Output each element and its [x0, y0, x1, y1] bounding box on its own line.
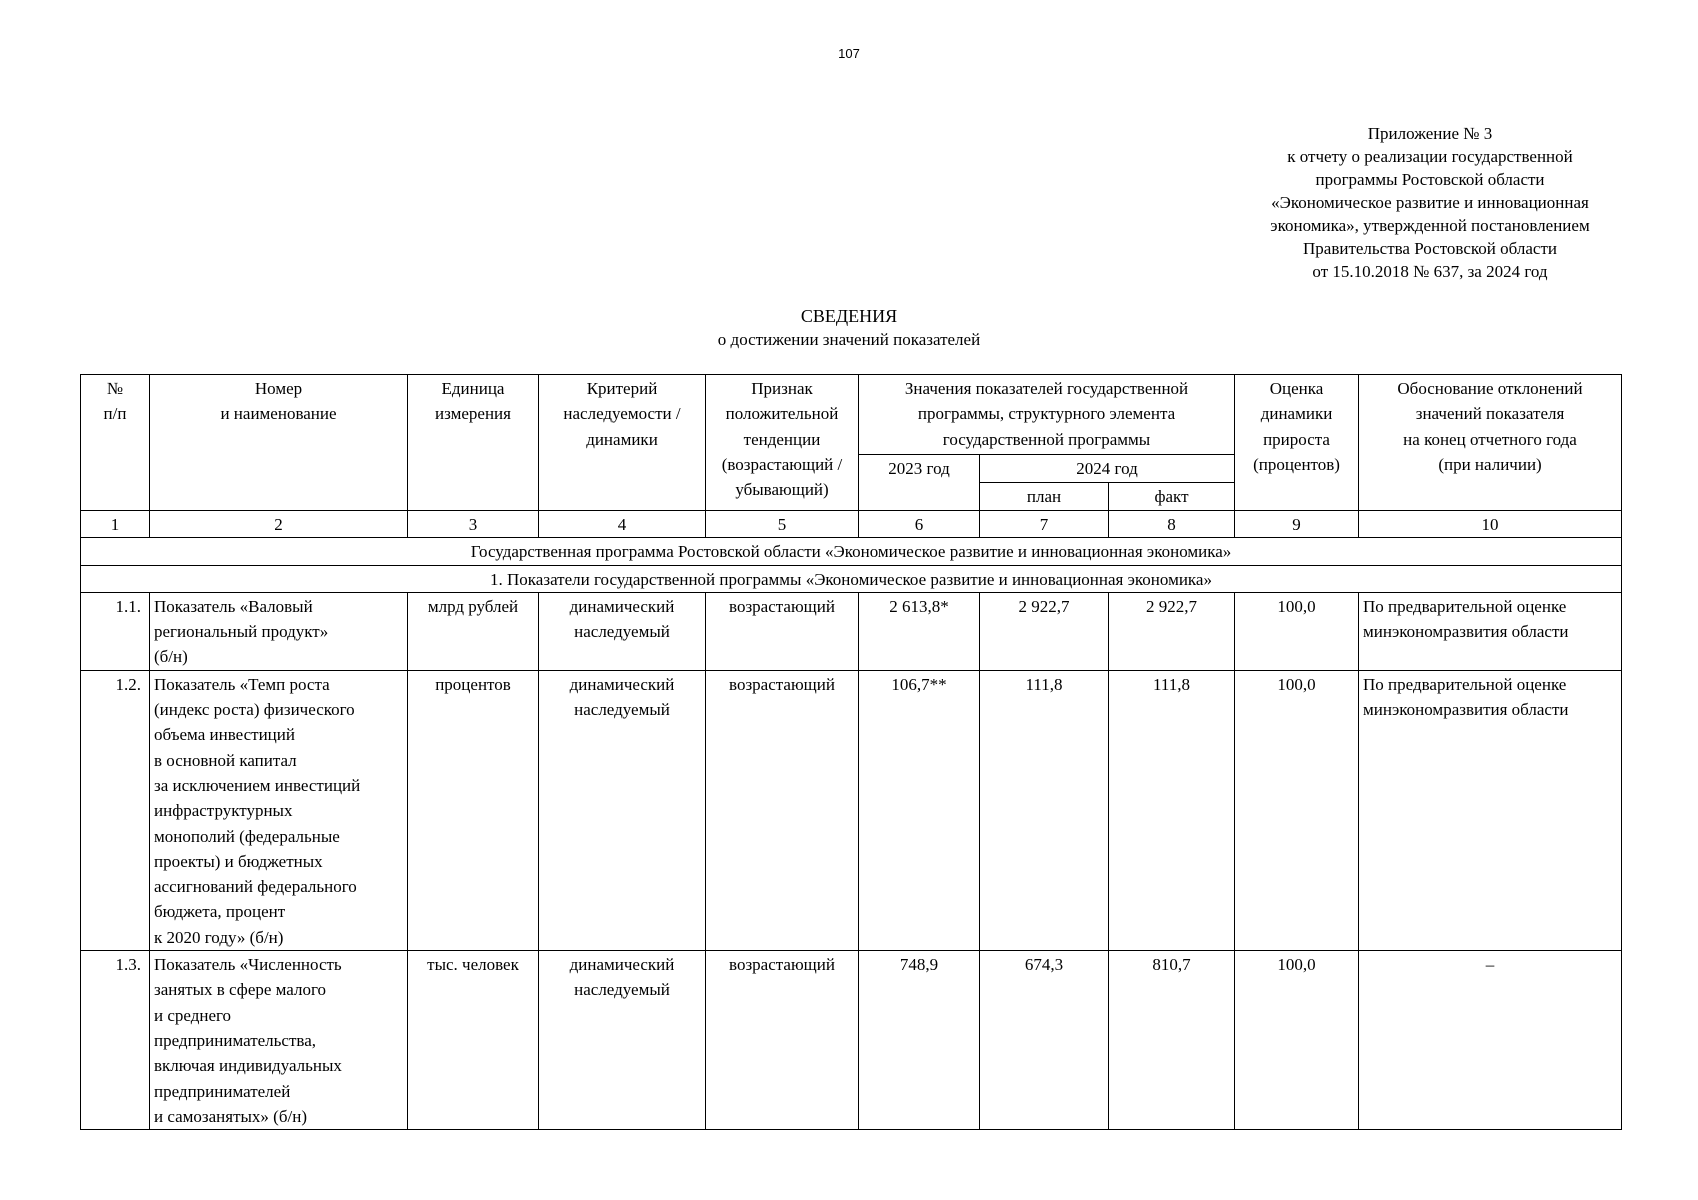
column-number: 4 [539, 511, 706, 538]
indicator-trend: возрастающий [706, 592, 859, 670]
row-number: 1.1. [81, 592, 150, 670]
indicator-unit: процентов [408, 670, 539, 950]
indicator-name: Показатель «Валовый региональный продукт» (б/н) [150, 592, 408, 670]
indicator-criterion: динамический наследуемый [539, 670, 706, 950]
column-number: 3 [408, 511, 539, 538]
column-number: 6 [859, 511, 980, 538]
header-plan: план [980, 483, 1109, 511]
document-title: СВЕДЕНИЯ [800, 306, 898, 326]
document-subtitle: о достижении значений показателей [717, 330, 981, 349]
value-2023: 2 613,8* [859, 592, 980, 670]
appendix-line: к отчету о реализации государственной [1287, 147, 1573, 166]
section-title: Государственная программа Ростовской области «Экономическое развитие и инновационная экономика» [81, 538, 1622, 565]
indicator-trend: возрастающий [706, 951, 859, 1130]
value-fact: 2 922,7 [1109, 592, 1235, 670]
appendix-line: от 15.10.2018 № 637, за 2024 год [1312, 262, 1548, 281]
indicator-unit: тыс. человек [408, 951, 539, 1130]
column-number: 2 [150, 511, 408, 538]
header-growth: Оценка динамики прироста (процентов) [1235, 375, 1359, 511]
header-year-2023: 2023 год [859, 455, 980, 511]
indicator-criterion: динамический наследуемый [539, 951, 706, 1130]
indicator-criterion: динамический наследуемый [539, 592, 706, 670]
header-values-group: Значения показателей государственной программы, структурного элемента государственной программы [859, 375, 1235, 455]
row-number: 1.3. [81, 951, 150, 1130]
column-numbers-row [81, 511, 1622, 538]
table-row [81, 592, 1622, 670]
row-number: 1.2. [81, 670, 150, 950]
table-row [81, 670, 1622, 950]
appendix-note [1230, 122, 1630, 283]
appendix-line: Правительства Ростовской области [1303, 239, 1557, 258]
header-year-2024: 2024 год [980, 455, 1235, 483]
column-number: 1 [81, 511, 150, 538]
indicator-name: Показатель «Темп роста (индекс роста) физического объема инвестиций в основной капитал за исключением инвестиций инфраструктурных монополий (федеральные проекты) и бюджетных ассигнований федерального бюджета, процент к 2020 году» (б/н) [150, 670, 408, 950]
indicator-name: Показатель «Численность занятых в сфере малого и среднего предпринимательства, включая индивидуальных предпринимателей и самозанятых» (б/н) [150, 951, 408, 1130]
indicator-unit: млрд рублей [408, 592, 539, 670]
subsection-row [81, 565, 1622, 592]
value-fact: 111,8 [1109, 670, 1235, 950]
growth-estimate: 100,0 [1235, 951, 1359, 1130]
header-number: № п/п [81, 375, 150, 511]
header-criterion: Критерий наследуемости / динамики [539, 375, 706, 511]
indicators-table [80, 374, 1622, 1130]
appendix-line: Приложение № 3 [1367, 124, 1493, 143]
header-justification: Обоснование отклонений значений показателя на конец отчетного года (при наличии) [1359, 375, 1622, 511]
page-number: 107 [838, 46, 860, 61]
column-number: 7 [980, 511, 1109, 538]
header-name: Номер и наименование [150, 375, 408, 511]
column-number: 9 [1235, 511, 1359, 538]
table-row [81, 951, 1622, 1130]
column-number: 5 [706, 511, 859, 538]
value-2023: 106,7** [859, 670, 980, 950]
deviation-justification: По предварительной оценке минэкономразвития области [1359, 670, 1622, 950]
deviation-justification: По предварительной оценке минэкономразвития области [1359, 592, 1622, 670]
subsection-title: 1. Показатели государственной программы «Экономическое развитие и инновационная экономика» [81, 565, 1622, 592]
appendix-line: экономика», утвержденной постановлением [1270, 216, 1590, 235]
indicator-trend: возрастающий [706, 670, 859, 950]
column-number: 8 [1109, 511, 1235, 538]
section-row [81, 538, 1622, 565]
value-fact: 810,7 [1109, 951, 1235, 1130]
value-2023: 748,9 [859, 951, 980, 1130]
value-plan: 674,3 [980, 951, 1109, 1130]
header-trend: Признак положительной тенденции (возрастающий / убывающий) [706, 375, 859, 511]
growth-estimate: 100,0 [1235, 592, 1359, 670]
appendix-line: программы Ростовской области [1315, 170, 1545, 189]
header-unit: Единица измерения [408, 375, 539, 511]
value-plan: 2 922,7 [980, 592, 1109, 670]
value-plan: 111,8 [980, 670, 1109, 950]
appendix-line: «Экономическое развитие и инновационная [1271, 193, 1589, 212]
deviation-justification: – [1359, 951, 1622, 1130]
growth-estimate: 100,0 [1235, 670, 1359, 950]
table-header [81, 375, 1622, 511]
header-fact: факт [1109, 483, 1235, 511]
column-number: 10 [1359, 511, 1622, 538]
